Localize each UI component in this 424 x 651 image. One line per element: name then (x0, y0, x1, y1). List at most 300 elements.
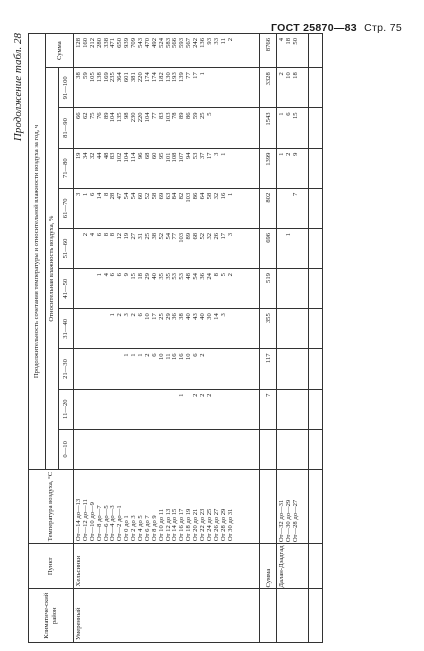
total-value: 1399 (260, 148, 277, 188)
sum-label: Сумма (260, 544, 277, 589)
total-value: 7 (260, 389, 277, 429)
hours-value: 174 (150, 72, 158, 83)
hours-value (166, 434, 173, 468)
hours-value: 3 (219, 313, 227, 317)
hours-value (286, 434, 293, 468)
hours-value: 130 (164, 72, 172, 83)
hours-value: 18 (137, 273, 145, 280)
sum-value: 33 (212, 38, 220, 45)
hours-value (97, 353, 104, 387)
hours-value (228, 72, 235, 106)
hours-value: 6 (95, 232, 103, 237)
hours-value: 84 (171, 192, 179, 200)
hours-value: 40 (199, 313, 207, 320)
hours-value: 77 (171, 232, 179, 240)
hours-value: 2 (192, 393, 200, 397)
sum-value: 2 (226, 38, 234, 42)
hours-value: 103 (164, 112, 172, 123)
hours-value (90, 353, 97, 387)
hours-value (228, 434, 235, 468)
temperature-range: От—12 до—11 (81, 499, 89, 542)
temperature-range: От—2 до—1 (116, 505, 124, 542)
hours-value: 103 (185, 192, 193, 203)
header-sum: Сумма (46, 34, 74, 68)
hours-value: 1 (109, 313, 117, 317)
hours-value (104, 434, 111, 468)
hours-value: 220 (137, 72, 145, 83)
point-cell: Хельсинки (74, 544, 260, 589)
temperature-range: От 6 до 7 (143, 515, 151, 542)
humidity-range-header: 0—10 (59, 429, 74, 469)
hours-value: 53 (192, 152, 200, 160)
sum-value: 471 (109, 38, 117, 48)
hours-value: 40 (185, 313, 193, 320)
sum-value: 566 (171, 38, 179, 48)
hours-value: 17 (205, 152, 213, 160)
hours-value: 48 (102, 152, 110, 160)
hours-value: 19 (75, 152, 82, 160)
hours-value (83, 353, 90, 387)
hours-value: 30 (205, 313, 213, 320)
hours-value: 68 (192, 232, 200, 240)
hours-value: 36 (171, 313, 179, 320)
sum-value: 543 (137, 38, 145, 48)
hours-value: 1 (137, 353, 145, 357)
hours-value: 2 (199, 353, 207, 357)
sum-column-values (74, 34, 260, 68)
hours-value: 27 (130, 232, 138, 240)
hours-value: 86 (185, 112, 193, 119)
hours-value: 169 (102, 72, 110, 83)
hours-value: 6 (137, 313, 145, 317)
hours-value (279, 394, 286, 428)
humidity-column-values (74, 429, 260, 469)
hours-value: 44 (95, 152, 103, 160)
hours-value: 83 (109, 152, 117, 160)
hours-value (293, 233, 300, 267)
hours-value: 32 (88, 152, 96, 160)
sum-value: 524 (157, 38, 165, 48)
hours-value: 54 (123, 192, 131, 200)
hours-value (293, 394, 300, 428)
humidity-range-header: 51—60 (59, 228, 74, 268)
hours-value (200, 434, 207, 468)
hours-value (186, 394, 193, 428)
hours-value: 17 (150, 313, 158, 320)
hours-value: 104 (143, 112, 151, 123)
hours-value: 59 (192, 112, 200, 119)
sum-value: 709 (130, 38, 138, 48)
total-value: 696 (260, 228, 277, 268)
hours-value (159, 394, 166, 428)
hours-value (228, 353, 235, 387)
header-point: Пункт (29, 544, 74, 589)
humidity-range-header: 81—90 (59, 108, 74, 148)
hours-value: 59 (81, 72, 89, 79)
hours-value: 14 (212, 313, 220, 320)
hours-value: 48 (185, 273, 193, 280)
hours-value: 96 (137, 152, 145, 160)
temperature-range: От 20 до 21 (192, 508, 200, 542)
hours-value (104, 394, 111, 428)
hours-value (83, 434, 90, 468)
hours-value: 15 (130, 273, 138, 280)
humidity-column-values (74, 68, 260, 108)
hours-value: 58 (150, 192, 158, 200)
hours-value (131, 434, 138, 468)
hours-value: 1 (284, 232, 292, 237)
hours-value: 89 (102, 112, 110, 119)
hours-value (152, 394, 159, 428)
hours-value: 8 (102, 232, 110, 237)
hours-value (286, 193, 293, 227)
hours-value (286, 313, 293, 347)
hours-value: 77 (185, 72, 193, 79)
hours-value (117, 434, 124, 468)
hours-value (193, 434, 200, 468)
hours-value: 17 (192, 72, 200, 79)
rotated-table-area (12, 33, 417, 643)
sum-value: 567 (185, 38, 193, 48)
sum-value: 136 (199, 38, 207, 48)
hours-value: 69 (157, 192, 165, 200)
humidity-column-values (74, 148, 260, 188)
hours-value (293, 273, 300, 307)
hours-value: 1 (226, 192, 234, 197)
hours-value: 103 (178, 232, 186, 243)
hours-value: 6 (116, 273, 124, 277)
hours-value: 98 (123, 112, 131, 119)
hours-value: 5 (205, 112, 213, 116)
humidity-column-values (74, 349, 260, 389)
hours-value (110, 353, 117, 387)
temperature-range: От—30 до—29 (284, 499, 292, 543)
humidity-range-header: 11—20 (59, 389, 74, 429)
hours-value: 63 (164, 192, 172, 200)
temperature-range: От 28 до 29 (219, 508, 227, 542)
hours-value: 2 (205, 393, 213, 397)
hours-value: 31 (137, 232, 145, 240)
hours-value (97, 394, 104, 428)
hours-value: 18 (291, 72, 299, 79)
hours-value: 7 (291, 192, 299, 197)
temperature-range: От—6 до—5 (102, 505, 110, 542)
humidity-column-values (277, 389, 309, 429)
temperature-range: От 16 до 17 (178, 508, 186, 542)
hours-value (279, 353, 286, 387)
hours-value: 32 (212, 192, 220, 200)
hours-value (83, 273, 90, 307)
hours-value: 135 (116, 112, 124, 123)
hours-value (228, 394, 235, 428)
hours-value: 2 (199, 393, 207, 397)
hours-value (152, 434, 159, 468)
total-value: 117 (260, 349, 277, 389)
hours-value: 114 (130, 152, 138, 163)
hours-value: 105 (88, 72, 96, 83)
humidity-column-values (277, 68, 309, 108)
total-value: 1543 (260, 108, 277, 148)
hours-value: 16 (171, 353, 179, 361)
hours-value: 193 (171, 72, 179, 83)
hours-value: 47 (116, 192, 124, 200)
hours-value: 52 (157, 232, 165, 240)
table-caption: Продолжение табл. 28 (12, 33, 24, 142)
hours-value (76, 434, 83, 468)
hours-value: 16 (219, 192, 227, 200)
hours-value: 381 (130, 72, 138, 83)
hours-value: 32 (205, 232, 213, 240)
hours-value (286, 394, 293, 428)
hours-value (228, 153, 235, 187)
hours-value (76, 233, 83, 267)
hours-value (104, 353, 111, 387)
hours-value (90, 273, 97, 307)
hours-value (293, 353, 300, 387)
sum-value: 50 (291, 38, 299, 45)
temperature-range: От 26 до 27 (212, 508, 220, 542)
hours-value (214, 353, 221, 387)
hours-value: 35 (164, 273, 172, 280)
hours-value: 62 (81, 112, 89, 119)
hours-value: 94 (185, 152, 193, 160)
hours-value: 1 (130, 353, 138, 357)
temperature-range: От 4 до 5 (137, 515, 145, 542)
hours-value: 35 (157, 273, 165, 280)
hours-value: 10 (143, 313, 151, 320)
hours-value: 104 (109, 112, 117, 123)
hours-value: 601 (123, 72, 131, 83)
hours-value: 6 (88, 192, 96, 197)
hours-value: 77 (150, 112, 158, 119)
hours-value: 1 (199, 72, 207, 76)
humidity-column-values (277, 309, 309, 349)
total-value: 802 (260, 188, 277, 228)
total-value: 355 (260, 309, 277, 349)
humidity-range-header: 21—30 (59, 349, 74, 389)
hours-value: 12 (116, 232, 124, 240)
hours-value (221, 72, 228, 106)
hours-value (110, 394, 117, 428)
gost-number: ГОСТ 25870—83 (271, 22, 357, 34)
hours-value: 14 (95, 192, 103, 200)
hours-value: 3 (75, 192, 82, 197)
humidity-column-values (74, 309, 260, 349)
hours-value (279, 434, 286, 468)
hours-value: 28 (109, 192, 117, 200)
temperature-range: От—14 до—13 (75, 498, 82, 542)
hours-value: 76 (95, 112, 103, 119)
sum-value: 583 (164, 38, 172, 48)
hours-value: 54 (192, 273, 200, 280)
hours-value: 1 (178, 393, 186, 397)
hours-value (279, 193, 286, 227)
hours-value: 40 (150, 273, 158, 280)
temperature-range: От 22 до 23 (199, 508, 207, 542)
temperature-list (277, 469, 309, 543)
hours-value (207, 434, 214, 468)
humidity-column-values (277, 188, 309, 228)
hours-value (76, 273, 83, 307)
hours-value: 54 (164, 232, 172, 240)
hours-value: 68 (143, 152, 151, 160)
hours-value (286, 273, 293, 307)
hours-value: 1 (278, 112, 285, 116)
total-value (260, 429, 277, 469)
hours-value: 95 (157, 152, 165, 160)
hours-value (90, 394, 97, 428)
hours-value (138, 394, 145, 428)
hours-value: 2 (143, 353, 151, 357)
hours-value: 66 (75, 112, 82, 119)
hours-value: 6 (192, 353, 200, 357)
hours-value: 52 (199, 232, 207, 240)
humidity-range-header: 31—40 (59, 309, 74, 349)
hours-value: 174 (143, 72, 151, 83)
hours-value: 1 (123, 353, 131, 357)
header-climate: Климатиче-ский район (29, 589, 74, 643)
sum-value: 470 (143, 38, 151, 48)
sum-row (260, 34, 277, 643)
hours-value (214, 72, 221, 106)
hours-value: 25 (143, 232, 151, 240)
hours-value: 4 (88, 232, 96, 237)
hours-value: 52 (143, 192, 151, 200)
hours-value: 2 (278, 72, 285, 76)
sum-value: 492 (150, 38, 158, 48)
hours-value: 83 (157, 112, 165, 119)
hours-value: 54 (130, 192, 138, 200)
hours-value: 3 (123, 313, 131, 317)
hours-value: 15 (291, 112, 299, 119)
hours-value: 38 (178, 313, 186, 320)
humidity-column-values (74, 228, 260, 268)
temperature-range: От—28 до—27 (291, 499, 299, 543)
hours-value (279, 313, 286, 347)
hours-value: 16 (178, 353, 186, 361)
hours-value (221, 394, 228, 428)
hours-value: 364 (116, 72, 124, 83)
temperature-range: От—4 до—3 (109, 505, 117, 542)
hours-value: 107 (178, 152, 186, 163)
sum-value: 160 (81, 38, 89, 48)
sum-column-values (277, 34, 309, 68)
hours-value: 8 (212, 273, 220, 277)
hours-value: 102 (116, 152, 124, 163)
hours-value (221, 112, 228, 146)
hours-value: 104 (123, 152, 131, 163)
hours-value: 89 (178, 112, 186, 119)
hours-value: 38 (75, 72, 82, 79)
hours-value (97, 313, 104, 347)
humidity-range-header: 61—70 (59, 188, 74, 228)
hours-value (117, 394, 124, 428)
hours-value (172, 394, 179, 428)
hours-value (83, 313, 90, 347)
hours-value: 64 (199, 192, 207, 200)
hours-value: 4 (102, 273, 110, 277)
hours-value: 82 (178, 192, 186, 200)
hours-value (228, 313, 235, 347)
hours-value (221, 353, 228, 387)
hours-value: 2 (130, 313, 138, 317)
hours-value: 108 (171, 152, 179, 163)
humidity-column-values (74, 389, 260, 429)
humidity-range-header: 71—80 (59, 148, 74, 188)
hours-value: 6 (109, 273, 117, 277)
hours-value: 38 (150, 232, 158, 240)
hours-value: 29 (164, 313, 172, 320)
hours-value: 2 (81, 232, 89, 237)
hours-value (76, 394, 83, 428)
hours-value: 10 (284, 72, 292, 79)
hours-value: 60 (150, 152, 158, 160)
hours-value (172, 434, 179, 468)
hours-value: 101 (164, 152, 172, 163)
hours-value (104, 313, 111, 347)
hours-value: 25 (199, 112, 207, 119)
humidity-column-values (277, 228, 309, 268)
sum-value: 338 (102, 38, 110, 48)
hours-value: 138 (95, 72, 103, 83)
total-value: 519 (260, 269, 277, 309)
hours-value (293, 434, 300, 468)
hours-value: 37 (199, 152, 207, 160)
total-value: 3328 (260, 68, 277, 108)
hours-value: 9 (123, 273, 131, 277)
hours-value: 6 (284, 112, 292, 116)
sum-value: 18 (284, 38, 292, 45)
hours-value (186, 434, 193, 468)
temperature-range: От—10 до—9 (88, 502, 96, 542)
sum-value: 939 (123, 38, 131, 48)
hours-value (145, 434, 152, 468)
hours-value (138, 434, 145, 468)
temperature-range: От 2 до 3 (130, 515, 138, 542)
hours-value: 89 (185, 232, 193, 240)
hours-value: 75 (88, 112, 96, 119)
hours-value (214, 434, 221, 468)
hours-value: 53 (178, 273, 186, 280)
temperature-range: От 10 до 11 (157, 508, 165, 542)
sum-value: 650 (116, 38, 124, 48)
temperature-range: От 14 до 15 (171, 508, 179, 542)
hours-value (83, 394, 90, 428)
table-row (277, 34, 309, 643)
humidity-column-values (74, 108, 260, 148)
hours-value: 58 (205, 192, 213, 200)
hours-value: 230 (130, 112, 138, 123)
temperature-list (74, 469, 260, 543)
hours-value (286, 353, 293, 387)
hours-value (221, 434, 228, 468)
hours-value (76, 313, 83, 347)
hours-value (228, 112, 235, 146)
sum-value: 4 (278, 38, 285, 42)
temperature-range: От 30 до 31 (226, 508, 234, 542)
hours-value: 43 (192, 313, 200, 320)
hours-value (90, 434, 97, 468)
hours-value: 24 (205, 273, 213, 280)
header-humidity: Относительная влажность воздуха, % (46, 68, 59, 470)
hours-value: 2 (226, 273, 234, 277)
hours-value: 53 (171, 273, 179, 280)
hours-value (207, 72, 214, 106)
hours-value: 78 (171, 112, 179, 119)
hours-value: 1 (81, 192, 89, 197)
hours-value (293, 313, 300, 347)
hours-value: 10 (157, 353, 165, 361)
